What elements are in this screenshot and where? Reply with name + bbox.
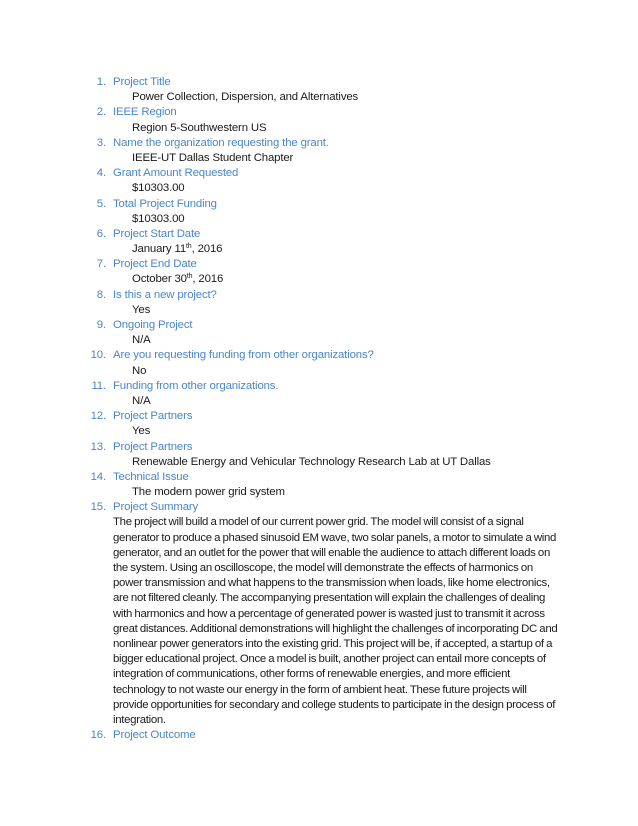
item-number: 13. [90, 440, 106, 453]
item-number: 5. [96, 197, 106, 210]
item-number: 7. [96, 258, 106, 271]
date-ordinal: th [186, 243, 192, 251]
item-number: 9. [96, 319, 106, 331]
summary-line: provide opportunities for secondary and college students to participate in the design process of [113, 698, 556, 711]
question-label: Name the organization requesting the grant. [113, 136, 329, 149]
question-label: Project Partners [113, 440, 193, 453]
item-number: 10. [90, 349, 106, 362]
answer-text: Renewable Energy and Vehicular Technology Research Lab at UT Dallas [132, 455, 491, 468]
list-item-grant-amount [0, 166, 638, 196]
answer-text: The modern power grid system [132, 486, 285, 499]
answer-text [0, 272, 638, 287]
list-item-organization [0, 136, 638, 166]
summary-line: with harmonics and how a percentage of generated power is wasted just to transmit it across [113, 607, 545, 620]
answer-text: Yes [132, 425, 151, 438]
list-item-project-partners [0, 409, 638, 439]
list-item-new-project [0, 288, 638, 318]
question-label: Funding from other organizations. [113, 379, 279, 392]
item-number: 6. [96, 227, 106, 240]
item-number: 4. [96, 167, 106, 180]
list-item-technical-issue [0, 470, 638, 500]
summary-line: integration. [113, 714, 166, 727]
list-item-project-summary [0, 500, 638, 728]
summary-paragraph [0, 515, 565, 728]
answer-text: No [132, 364, 147, 377]
question-label: Total Project Funding [113, 197, 217, 210]
list-item-project-outcome [0, 728, 638, 743]
item-number: 15. [90, 501, 106, 514]
summary-line: are not filtered cleanly. The accompanying presentation will explain the challenges of dealing [113, 592, 546, 605]
item-number: 2. [96, 106, 106, 119]
summary-line: the system. Using an oscilloscope, the model will demonstrate the effects of harmonics on [113, 562, 533, 575]
date-ordinal: th [186, 273, 193, 281]
list-item-end-date [0, 257, 638, 287]
item-number: 1. [96, 76, 106, 88]
answer-text: N/A [132, 334, 151, 347]
list-item-other-funding-request [0, 348, 638, 378]
answer-text: $10303.00 [132, 182, 185, 195]
question-label: Project Title [113, 76, 171, 88]
summary-line: nonlinear power generators into the existing grid. This project will be, if accepted, a startup of a [113, 638, 553, 651]
summary-line: generator to produce a phased sinusoid EM wave, two solar panels, a motor to simulate a wind [113, 531, 557, 544]
question-label: Project Outcome [113, 729, 196, 742]
item-number: 3. [96, 136, 106, 149]
question-label: Are you requesting funding from other organizations? [113, 349, 374, 362]
answer-text: Power Collection, Dispersion, and Alternatives [132, 91, 359, 104]
question-label: Project Start Date [113, 227, 201, 240]
summary-line: bigger educational project. Once a model is built, another project can entail more concepts of [113, 653, 546, 666]
list-item-project-title [0, 75, 638, 105]
item-number: 12. [90, 410, 106, 423]
question-label: Grant Amount Requested [113, 167, 239, 180]
list-item-ongoing-project [0, 318, 638, 348]
grant-form-list [0, 75, 638, 743]
item-number: 14. [90, 470, 106, 483]
summary-line: The project will build a model of our current power grid. The model will consist of a signal [113, 516, 524, 529]
question-label: Project End Date [113, 258, 197, 271]
summary-line: power transmission and what happens to the transmission when loads, like home electronics, [113, 577, 550, 590]
date-year: , 2016 [192, 273, 224, 286]
answer-text [0, 242, 638, 257]
list-item-ieee-region [0, 105, 638, 135]
summary-line: integration of communications, other forms of renewable energies, and more efficient [113, 668, 510, 681]
question-label: Project Summary [113, 501, 199, 514]
item-number: 16. [90, 729, 106, 742]
answer-text: $10303.00 [132, 212, 185, 225]
item-number: 11. [91, 379, 106, 392]
question-label: Technical Issue [113, 470, 189, 483]
question-label: Ongoing Project [113, 319, 193, 331]
summary-line: technology to not waste our energy in the form of ambient heat. These future projects will [113, 683, 527, 696]
date-main: January 11 [132, 243, 187, 256]
question-label: IEEE Region [113, 106, 177, 119]
answer-text: N/A [132, 394, 151, 407]
question-label: Project Partners [113, 410, 193, 423]
summary-line: great distances. Additional demonstrations will highlight the challenges of incorporating DC and [113, 622, 558, 635]
answer-text: Region 5-Southwestern US [132, 121, 267, 134]
answer-text: IEEE-UT Dallas Student Chapter [132, 151, 294, 164]
date-year: , 2016 [191, 243, 223, 256]
summary-line: generator, and an outlet for the power that will enable the audience to attach different loads on [113, 546, 550, 559]
item-number: 8. [96, 288, 106, 301]
list-item-start-date [0, 227, 638, 257]
date-main: October 30 [132, 273, 187, 286]
list-item-project-partners-detail [0, 440, 638, 470]
list-item-other-funding [0, 379, 638, 409]
answer-text: Yes [132, 303, 151, 316]
question-label: Is this a new project? [113, 288, 217, 301]
list-item-total-funding [0, 197, 638, 227]
